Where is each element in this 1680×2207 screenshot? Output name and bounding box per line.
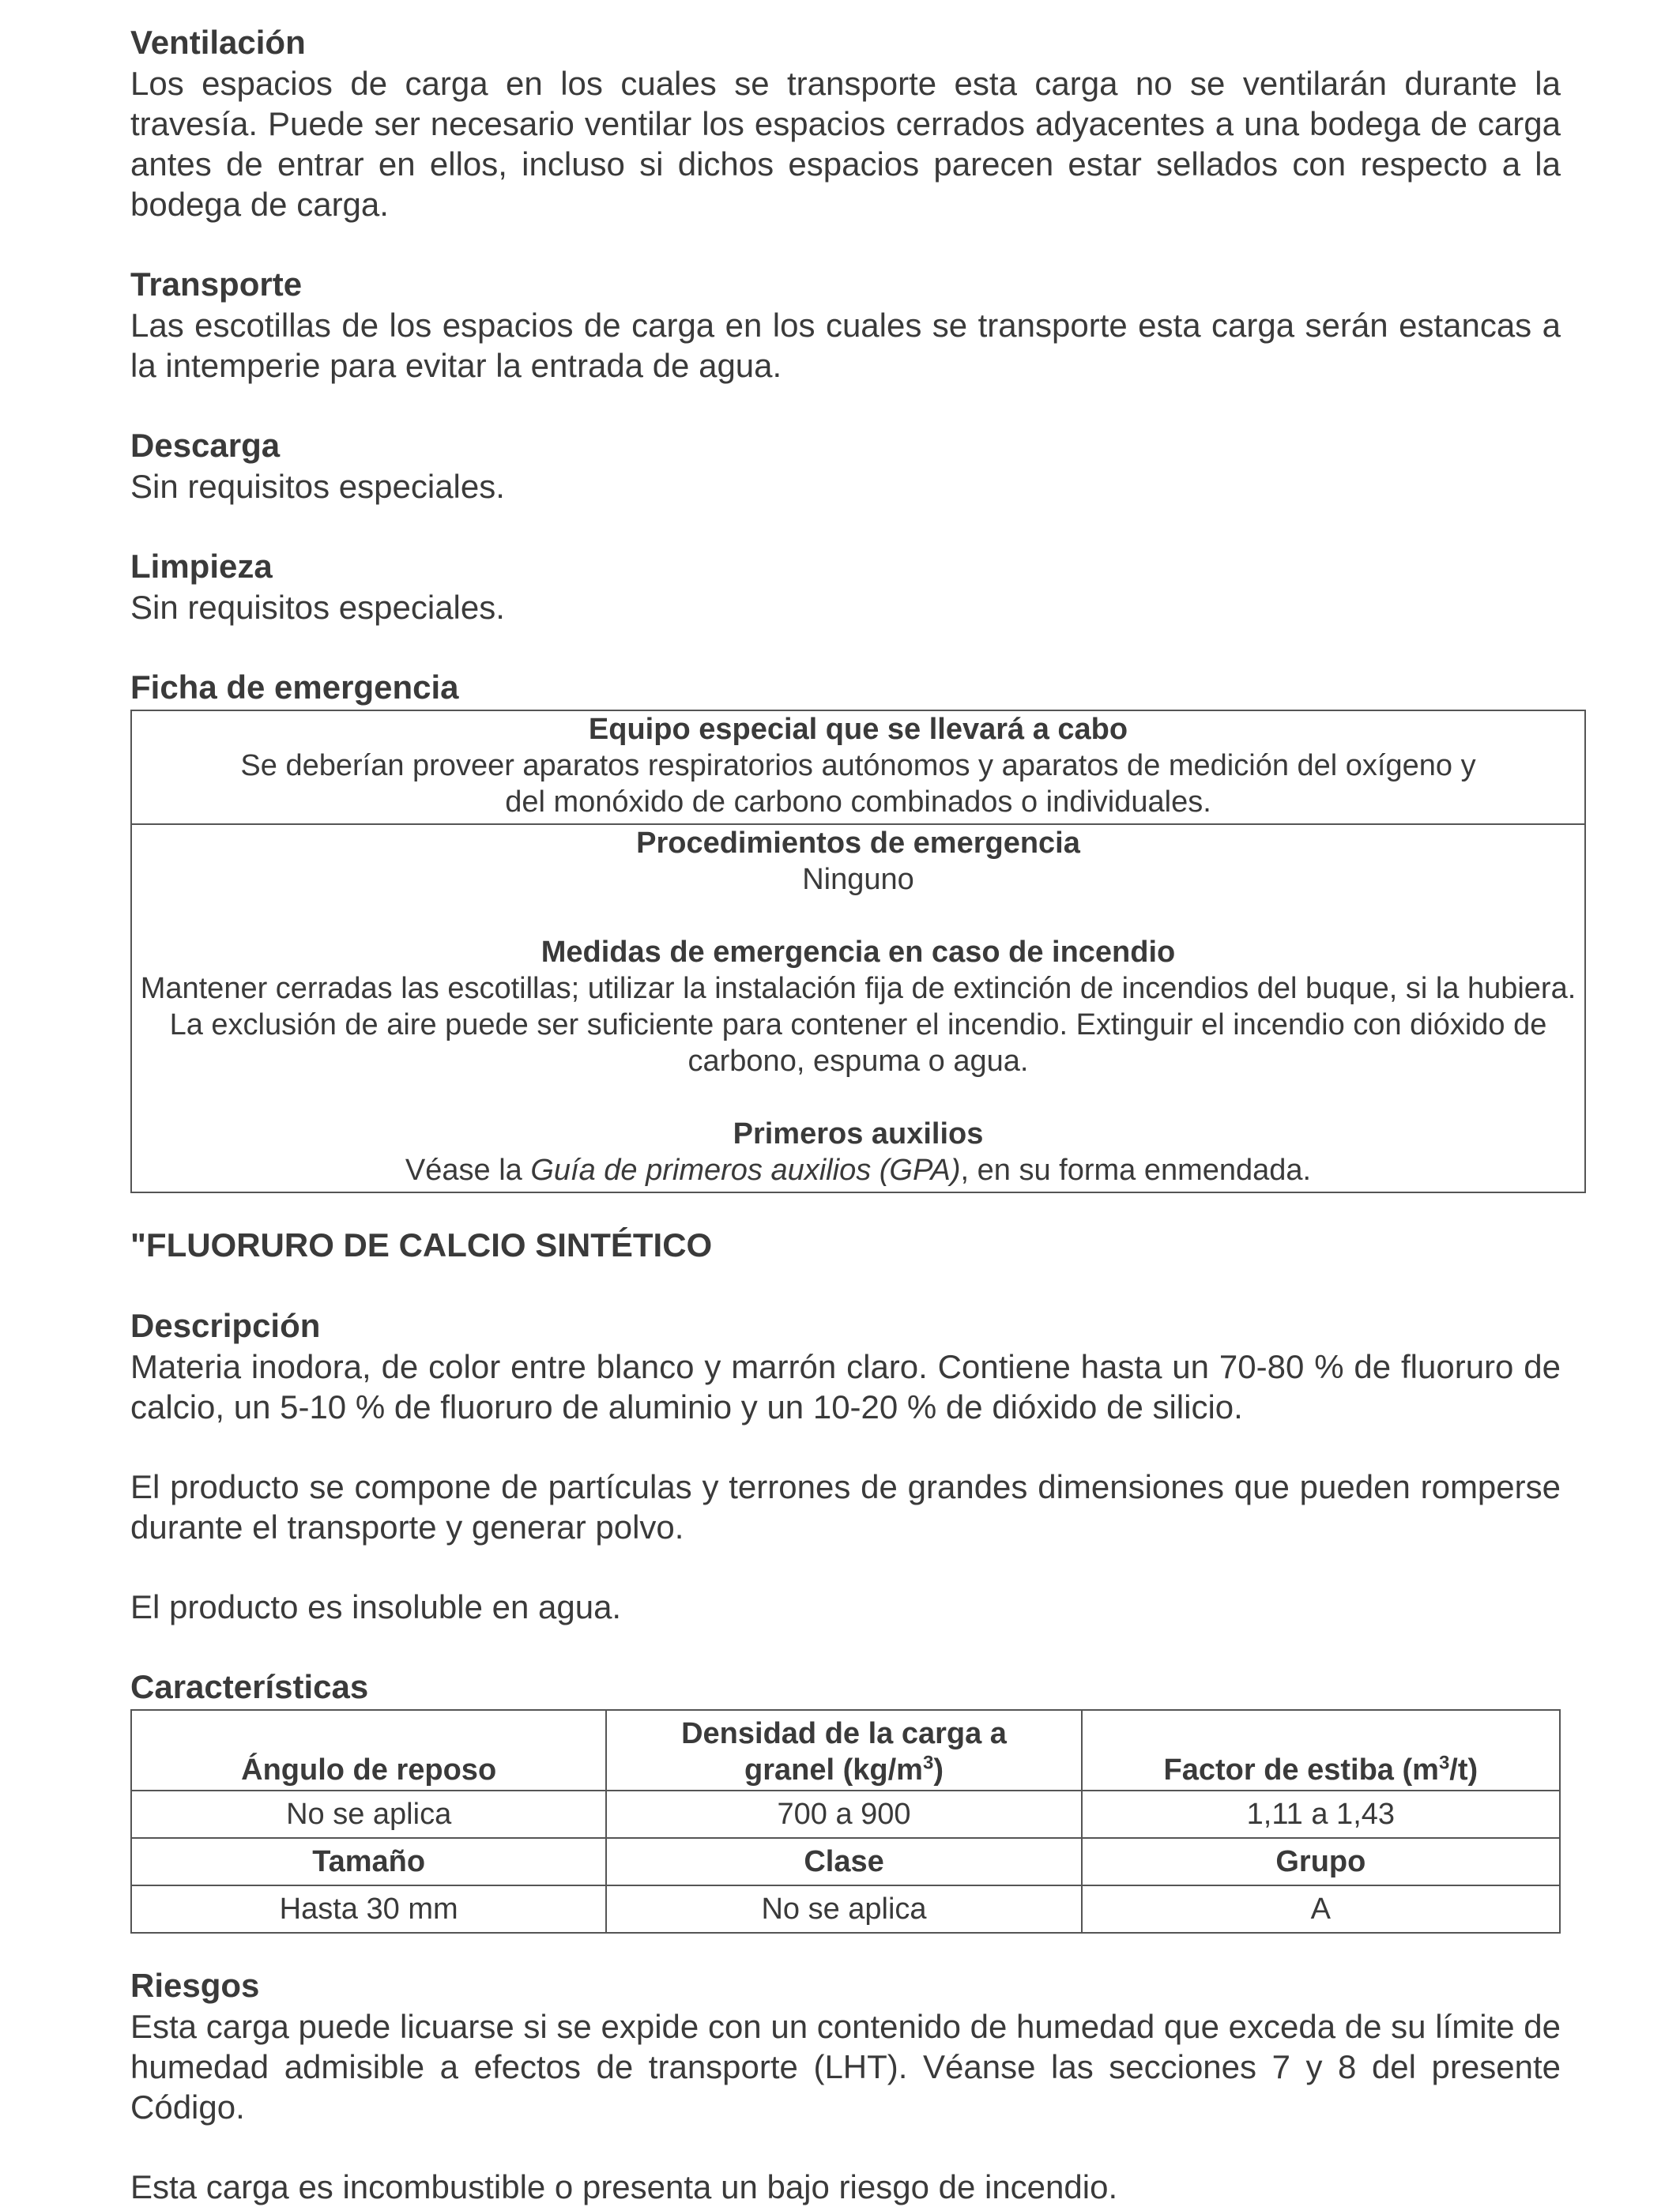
equipo-line-2: del monóxido de carbono combinados o individuales. — [505, 785, 1211, 819]
ficha-emergencia-heading: Ficha de emergencia — [130, 669, 459, 706]
transporte-heading: Transporte — [130, 266, 303, 303]
limpieza-text: Sin requisitos especiales. — [130, 589, 505, 626]
descarga-text: Sin requisitos especiales. — [130, 468, 505, 505]
cell-clase: No se aplica — [606, 1885, 1081, 1933]
product-title: "FLUORURO DE CALCIO SINTÉTICO — [130, 1226, 713, 1264]
ventilacion-heading: Ventilación — [130, 24, 306, 61]
equipo-section — [132, 711, 1584, 823]
caracteristicas-heading: Características — [130, 1668, 369, 1705]
document-page — [130, 22, 1576, 2207]
auxilios-title: Primeros auxilios — [733, 1117, 984, 1151]
cell-densidad: 700 a 900 — [606, 1791, 1081, 1838]
descripcion-paragraph-2: El producto se compone de partículas y terrones de grandes dimensiones que pueden romperse durante el transporte y generar polvo. — [130, 1468, 1561, 1546]
header-grupo: Grupo — [1082, 1838, 1560, 1885]
auxilios-text: Véase la Guía de primeros auxilios (GPA), en su forma enmendada. — [405, 1154, 1312, 1187]
table-row — [131, 1838, 1560, 1885]
descripcion-heading: Descripción — [130, 1307, 321, 1344]
riesgos-paragraph-2: Esta carga es incombustible o presenta un bajo riesgo de incendio. — [130, 2168, 1118, 2205]
header-angulo: Ángulo de reposo — [131, 1710, 606, 1791]
characteristics-table — [130, 1709, 1561, 1934]
cell-angulo: No se aplica — [131, 1791, 606, 1838]
cell-grupo: A — [1082, 1885, 1560, 1933]
header-factor: Factor de estiba $(m^3/t)$ — [1082, 1710, 1560, 1791]
transporte-text: Las escotillas de los espacios de carga en los cuales se transporte esta carga serán estancas a la intemperie para evitar la entrada de agua. — [130, 307, 1561, 384]
descripcion-paragraph-3: El producto es insoluble en agua. — [130, 1588, 622, 1625]
table-row — [131, 1791, 1560, 1838]
equipo-line-1: Se deberían proveer aparatos respiratorios autónomos y aparatos de medición del oxígeno y — [240, 749, 1476, 782]
descarga-heading: Descarga — [130, 427, 281, 464]
table-row — [131, 1710, 1560, 1791]
equipo-title: Equipo especial que se llevará a cabo — [588, 713, 1128, 746]
cell-tamano: Hasta 30 mm — [131, 1885, 606, 1933]
header-tamano: Tamaño — [131, 1838, 606, 1885]
header-clase: Clase — [606, 1838, 1081, 1885]
header-densidad: Densidad de la carga a granel $(kg/m^3)$ — [606, 1710, 1081, 1791]
procedimientos-section — [132, 823, 1584, 1192]
riesgos-heading: Riesgos — [130, 1967, 260, 2004]
limpieza-heading: Limpieza — [130, 548, 273, 585]
procedimientos-title: Procedimientos de emergencia — [636, 827, 1080, 860]
descripcion-paragraph-1: Materia inodora, de color entre blanco y marrón claro. Contiene hasta un 70-80 % de fluoruro de calcio, un 5-10 % de fluoruro de aluminio y un 10-20 % de dióxido de silicio. — [130, 1348, 1561, 1426]
incendio-title: Medidas de emergencia en caso de incendio — [541, 936, 1176, 969]
incendio-text: Mantener cerradas las escotillas; utilizar la instalación fija de extinción de incendios del buque, si la hubiera. La exclusión de aire puede ser suficiente para contener el incendio. Extinguir el incendio con dióxido de carbono, espuma o agua. — [140, 972, 1576, 1078]
auxilios-guide-title: Guía de primeros auxilios (GPA) — [530, 1154, 961, 1187]
table-row — [131, 1885, 1560, 1933]
riesgos-paragraph-1: Esta carga puede licuarse si se expide con un contenido de humedad que exceda de su límite de humedad admisible a efectos de transporte (LHT). Véanse las secciones 7 y 8 del presente Código. — [130, 2008, 1561, 2126]
emergency-card-box — [130, 710, 1586, 1193]
procedimientos-text: Ninguno — [802, 863, 914, 896]
ventilacion-text: Los espacios de carga en los cuales se transporte esta carga no se ventilarán durante la travesía. Puede ser necesario ventilar los espacios cerrados adyacentes a una bodega de carga antes de entrar en ellos, incluso si dichos espacios parecen estar sellados con respecto a la bodega de carga. — [130, 65, 1561, 223]
cell-factor: 1,11 a 1,43 — [1082, 1791, 1560, 1838]
